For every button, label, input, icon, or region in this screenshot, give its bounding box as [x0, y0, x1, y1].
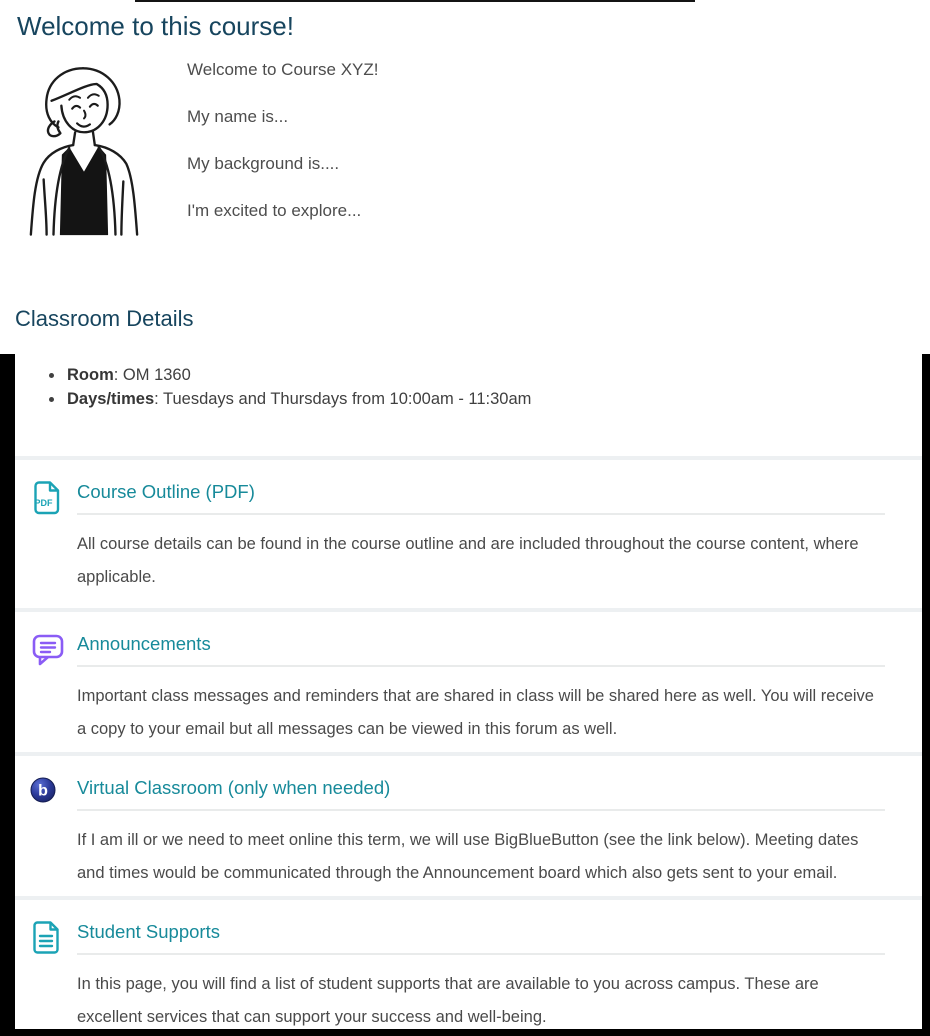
- card-virtual-classroom: [15, 756, 922, 896]
- svg-text:PDF: PDF: [34, 498, 53, 508]
- intro-line: I'm excited to explore...: [187, 201, 362, 220]
- card-student-supports: [15, 900, 922, 1029]
- card-description: In this page, you will find a list of student supports that are available to you across campus. These are excellent services that can support your success and well-being.: [77, 975, 819, 1026]
- classroom-details-list: [15, 354, 922, 411]
- svg-text:b: b: [38, 782, 48, 800]
- card-announcements: [15, 612, 922, 752]
- intro-line: My name is...: [187, 107, 289, 126]
- intro-line: My background is....: [187, 154, 340, 173]
- list-item-days-times: [65, 387, 922, 411]
- list-item-room: [65, 363, 922, 387]
- welcome-media-row: [22, 59, 930, 249]
- title-rule: [77, 665, 885, 667]
- announcements-bubble-icon: [30, 631, 66, 667]
- top-border-line: [135, 0, 695, 2]
- title-rule: [77, 809, 885, 811]
- card-description: Important class messages and reminders that are shared in class will be shared here as well. You will receive a copy to your email but all messages can be viewed in this forum as well.: [77, 687, 874, 738]
- content-panel: [15, 354, 922, 1029]
- detail-text: : Tuesdays and Thursdays from 10:00am - 11:30am: [154, 390, 532, 408]
- announcements-link[interactable]: Announcements: [77, 633, 211, 654]
- course-outline-link[interactable]: Course Outline (PDF): [77, 481, 255, 502]
- title-rule: [77, 513, 885, 515]
- welcome-intro-text: [187, 59, 378, 249]
- detail-text: : OM 1360: [113, 366, 191, 384]
- instructor-illustration: [22, 59, 145, 237]
- welcome-section: [0, 0, 930, 332]
- card-description: All course details can be found in the course outline and are included throughout the course content, where applicable.: [77, 535, 859, 586]
- page-title: Welcome to this course!: [17, 11, 294, 41]
- virtual-classroom-link[interactable]: Virtual Classroom (only when needed): [77, 777, 391, 798]
- pdf-file-icon: [30, 479, 62, 516]
- title-rule: [77, 953, 885, 955]
- classroom-details-heading: Classroom Details: [15, 306, 194, 331]
- bigbluebutton-icon: [30, 777, 56, 803]
- intro-line: Welcome to Course XYZ!: [187, 60, 379, 79]
- document-lines-icon: [30, 919, 62, 956]
- dark-frame: [0, 354, 930, 1036]
- card-course-outline: [15, 460, 922, 608]
- student-supports-link[interactable]: Student Supports: [77, 921, 220, 942]
- card-description: If I am ill or we need to meet online this term, we will use BigBlueButton (see the link below). Meeting dates and times would be communicated through the Announcement board which also gets sent to your email.: [77, 831, 859, 882]
- detail-label: Room: [67, 366, 114, 384]
- detail-label: Days/times: [67, 390, 155, 408]
